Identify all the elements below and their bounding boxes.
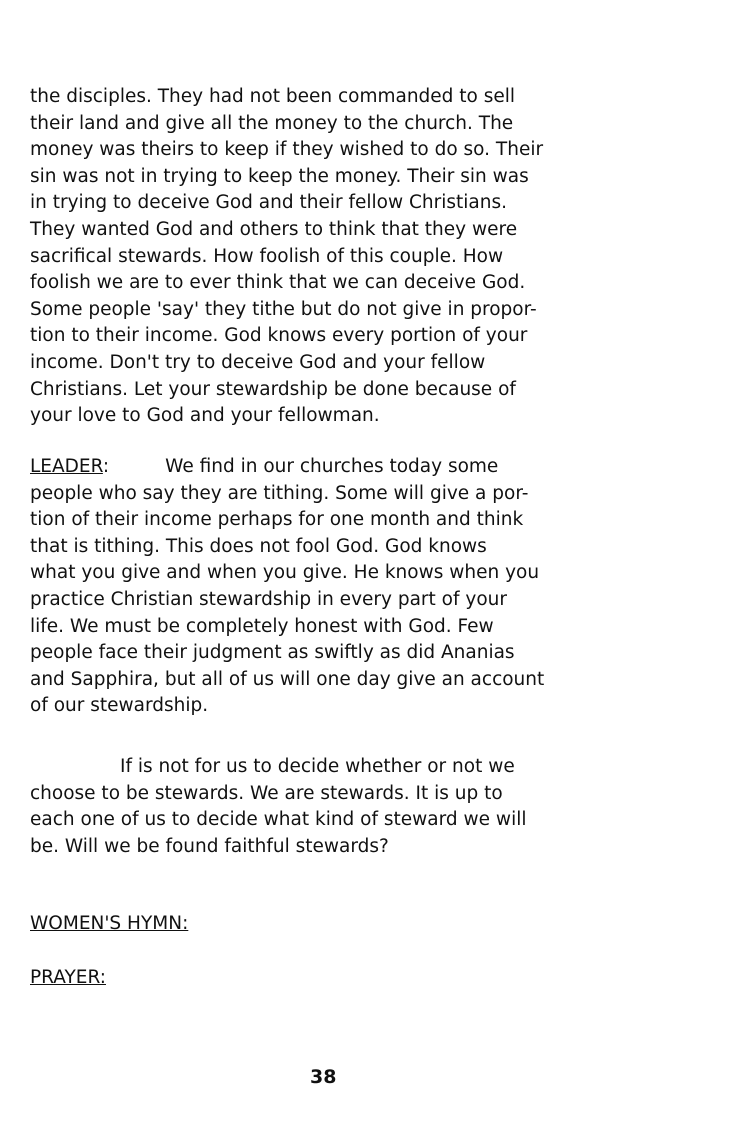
text-line: Christians. Let your stewardship be done because of [30,378,516,400]
text-line: sacrifical stewards. How foolish of this couple. How [30,245,504,267]
prayer-heading: PRAYER: [30,967,106,988]
text-line: people face their judgment as swiftly as did Ananias [30,642,515,664]
text-line: choose to be stewards. We are stewards. It is up to [30,782,503,804]
text-line: practice Christian stewardship in every part of your [30,588,507,610]
text-line: They wanted God and others to think that they were [30,218,518,240]
paragraph-stewards [30,754,526,860]
text-line: your love to God and your fellowman. [30,405,380,427]
leader-colon: : [102,456,110,477]
page-number: 38 [310,1066,337,1088]
text-line: money was theirs to keep if they wished to do so. Their [30,139,544,161]
text-line: of our stewardship. [30,695,209,717]
text-line: sin was not in trying to keep the money. Their sin was [30,165,529,187]
text-line [30,454,544,481]
paragraph-first-line: If is not for us to decide whether or not we [120,756,515,777]
paragraph-disciples [30,84,543,430]
leader-first-line: We find in our churches today some [165,456,499,477]
leader-label: LEADER [30,456,103,477]
leader-section [30,454,544,720]
text-line: life. We must be completely honest with God. Few [30,615,494,637]
womens-hymn-heading: WOMEN'S HYMN: [30,913,189,934]
text-line: the disciples. They had not been commanded to sell [30,86,516,107]
text-line [30,754,526,781]
text-line: people who say they are tithing. Some will give a por- [30,482,529,504]
text-line: each one of us to decide what kind of steward we will [30,809,527,831]
text-line: what you give and when you give. He knows when you [30,562,540,584]
text-line: in trying to deceive God and their fellow Christians. [30,192,507,214]
text-line: and Sapphira, but all of us will one day give an account [30,668,545,690]
text-line: be. Will we be found faithful stewards? [30,835,389,857]
text-line: foolish we are to ever think that we can deceive God. [30,272,526,294]
text-line: income. Don't try to deceive God and your fellow [30,351,486,373]
text-line: Some people 'say' they tithe but do not give in propor- [30,298,537,320]
text-line: their land and give all the money to the church. The [30,112,514,134]
text-line: tion to their income. God knows every portion of your [30,325,528,347]
text-line: that is tithing. This does not fool God. God knows [30,535,487,557]
text-line: tion of their income perhaps for one month and think [30,509,524,531]
